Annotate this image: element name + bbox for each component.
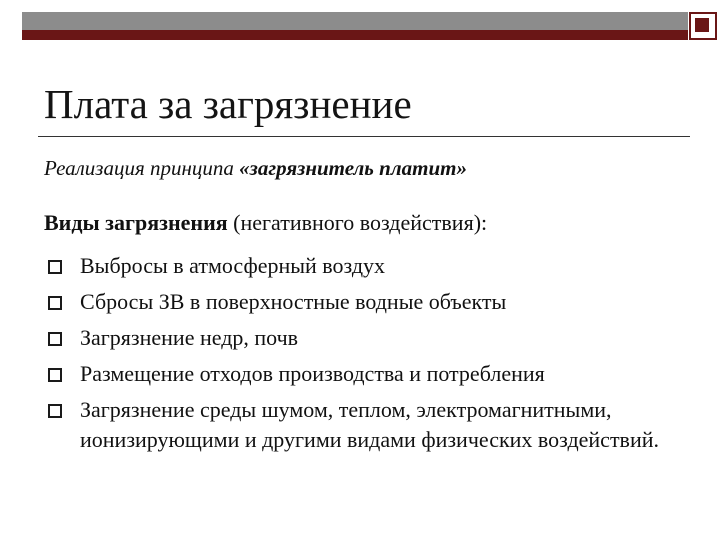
subtitle-plain: Реализация принципа <box>44 156 240 180</box>
hollow-square-icon <box>48 332 62 346</box>
list-item-text: Сбросы ЗВ в поверхностные водные объекты <box>80 289 507 314</box>
list-intro <box>44 210 487 236</box>
slide-title: Плата за загрязнение <box>44 81 412 127</box>
title-divider <box>38 136 690 137</box>
hollow-square-icon <box>48 260 62 274</box>
list-item <box>44 392 694 458</box>
header-bar-dark-red <box>22 30 688 40</box>
intro-bold: Виды загрязнения <box>44 210 228 235</box>
list-item <box>44 284 694 320</box>
subtitle-bold: «загрязнитель платит» <box>239 156 467 180</box>
list-item <box>44 320 694 356</box>
hollow-square-icon <box>48 368 62 382</box>
hollow-square-icon <box>48 404 62 418</box>
hollow-square-icon <box>48 296 62 310</box>
list-item-text: Загрязнение среды шумом, теплом, электромагнитными, ионизирующими и другими видами физических воздействий. <box>80 397 659 452</box>
header-bar-grey <box>22 12 688 30</box>
bullet-list <box>44 248 694 458</box>
list-item-text: Размещение отходов производства и потребления <box>80 361 545 386</box>
list-item <box>44 248 694 284</box>
list-item <box>44 356 694 392</box>
list-item-text: Загрязнение недр, почв <box>80 325 299 350</box>
list-item-text: Выбросы в атмосферный воздух <box>80 253 386 278</box>
intro-rest: (негативного воздействия): <box>227 210 488 235</box>
corner-square-fill <box>695 18 709 32</box>
slide-subtitle <box>44 156 467 181</box>
corner-square-icon <box>689 12 717 40</box>
